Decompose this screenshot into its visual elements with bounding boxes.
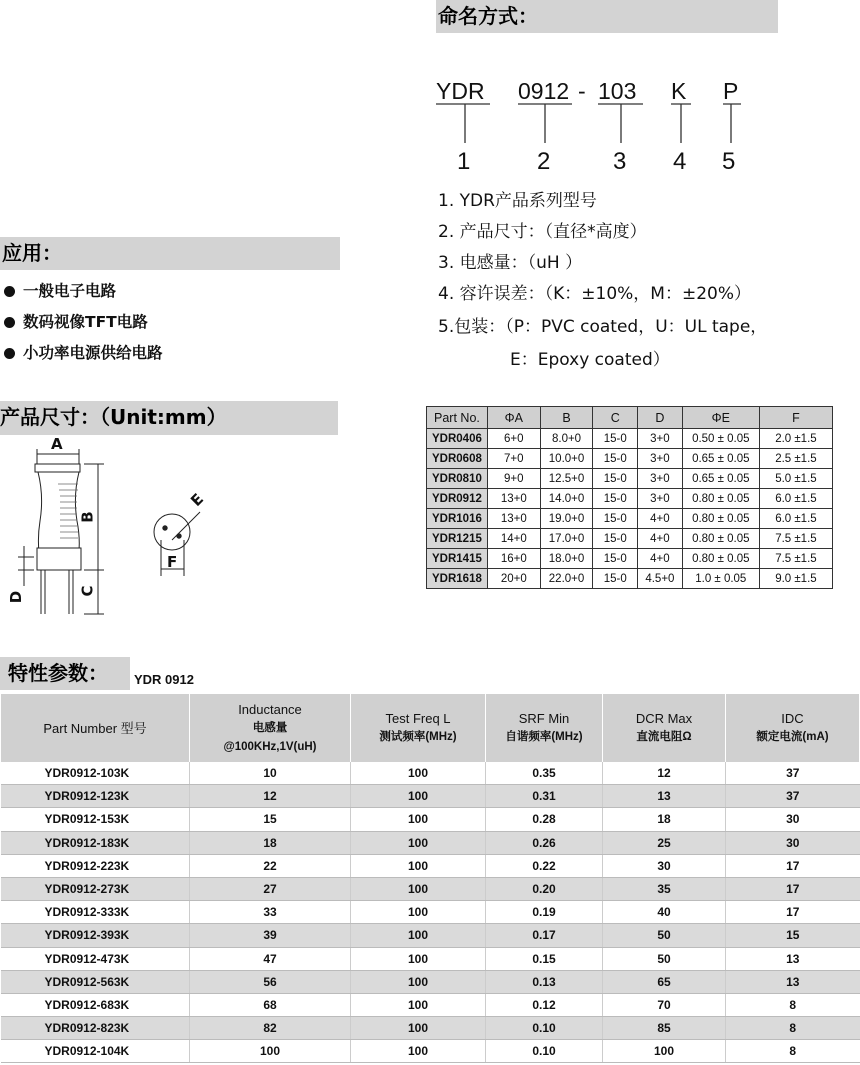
naming-title: 命名方式： [438,4,538,28]
spec-cell: 40 [603,901,726,924]
dimensions-title: 产品尺寸：（Unit:mm） [0,405,227,429]
table-row [427,569,833,589]
table-row [1,831,860,854]
dim-cell: 14.0+0 [540,489,593,509]
dimensions-section-header [0,401,338,435]
naming-connector-lines [0,0,860,150]
spec-cell: 0.20 [486,877,603,900]
dim-cell: 1.0 ± 0.05 [682,569,759,589]
bullet-icon [4,348,15,359]
spec-cell: 35 [603,877,726,900]
spec-cell: 0.22 [486,854,603,877]
spec-cell-part-number: YDR0912-563K [1,970,190,993]
dim-cell: 0.80 ± 0.05 [682,509,759,529]
spec-header-test-freq: Test Freq L 测试频率(MHz) [351,694,486,762]
spec-cell: 100 [351,970,486,993]
dim-cell: 4.5+0 [638,569,683,589]
spec-cell: 15 [190,808,351,831]
dim-cell: 3+0 [638,489,683,509]
dim-cell: 0.65 ± 0.05 [682,469,759,489]
spec-cell: 0.28 [486,808,603,831]
spec-header-part-number: Part Number 型号 [1,694,190,762]
spec-header-idc: IDC 额定电流(mA) [726,694,860,762]
dim-header-c: C [593,407,638,429]
dim-cell: 13+0 [487,509,540,529]
spec-cell: 100 [351,831,486,854]
spec-cell-part-number: YDR0912-473K [1,947,190,970]
bullet-icon [4,317,15,328]
table-row [427,429,833,449]
spec-cell: 100 [351,854,486,877]
spec-cell: 33 [190,901,351,924]
naming-desc-packing-cont: E：Epoxy coated） [510,350,670,370]
table-row [1,762,860,785]
spec-cell-part-number: YDR0912-683K [1,993,190,1016]
spec-cell: 100 [351,993,486,1016]
application-section-header [0,237,340,270]
dim-cell-part-no: YDR0912 [427,489,488,509]
spec-cell: 22 [190,854,351,877]
table-row [427,509,833,529]
table-row [1,785,860,808]
spec-cell: 17 [726,854,860,877]
dim-cell: 15-0 [593,429,638,449]
table-row [1,808,860,831]
dim-cell: 19.0+0 [540,509,593,529]
application-title: 应用： [2,241,62,265]
spec-cell-part-number: YDR0912-273K [1,877,190,900]
spec-cell-part-number: YDR0912-333K [1,901,190,924]
spec-cell: 65 [603,970,726,993]
spec-cell: 8 [726,1040,860,1063]
dim-label-d: D [7,590,26,604]
spec-cell-part-number: YDR0912-393K [1,924,190,947]
dim-cell: 15-0 [593,449,638,469]
spec-cell: 100 [603,1040,726,1063]
spec-cell-part-number: YDR0912-123K [1,785,190,808]
dim-cell: 0.80 ± 0.05 [682,529,759,549]
dim-cell-part-no: YDR0406 [427,429,488,449]
table-row [1,1040,860,1063]
spec-cell: 8 [726,1017,860,1040]
dim-cell: 8.0+0 [540,429,593,449]
spec-cell: 13 [726,947,860,970]
spec-cell: 30 [726,808,860,831]
spec-cell: 0.31 [486,785,603,808]
spec-cell: 15 [726,924,860,947]
dim-cell: 4+0 [638,509,683,529]
dim-cell-part-no: YDR1215 [427,529,488,549]
table-row [1,854,860,877]
dim-cell: 12.5+0 [540,469,593,489]
spec-cell: 8 [726,993,860,1016]
dim-cell: 7+0 [487,449,540,469]
application-item-power: 小功率电源供给电路 [4,341,163,363]
naming-desc-packing: 5.包装：（P：PVC coated，U：UL tape， [438,317,768,337]
spec-cell: 100 [351,901,486,924]
spec-cell-part-number: YDR0912-104K [1,1040,190,1063]
dimension-table [426,406,833,589]
dim-label-c: C [78,585,97,597]
dim-cell-part-no: YDR0608 [427,449,488,469]
spec-cell: 0.12 [486,993,603,1016]
dim-cell: 9.0 ±1.5 [759,569,832,589]
dim-cell: 2.5 ±1.5 [759,449,832,469]
spec-cell: 100 [190,1040,351,1063]
spec-cell: 50 [603,924,726,947]
spec-header-srf: SRF Min 自谐频率(MHz) [486,694,603,762]
naming-part-dash: - [578,78,586,104]
naming-desc-inductance: 3. 电感量：（uH ） [438,253,583,273]
spec-cell: 13 [726,970,860,993]
specs-table [0,694,860,1063]
spec-cell-part-number: YDR0912-223K [1,854,190,877]
spec-cell-part-number: YDR0912-823K [1,1017,190,1040]
naming-desc-size: 2. 产品尺寸：（直径*高度） [438,222,647,242]
dim-cell: 17.0+0 [540,529,593,549]
naming-part-tolerance: K [671,78,687,104]
specs-model: YDR 0912 [134,672,194,687]
dim-header-e: ΦE [682,407,759,429]
spec-cell: 12 [190,785,351,808]
table-row [1,924,860,947]
spec-cell: 39 [190,924,351,947]
spec-cell: 30 [726,831,860,854]
spec-cell-part-number: YDR0912-153K [1,808,190,831]
dim-cell: 0.50 ± 0.05 [682,429,759,449]
dim-cell: 15-0 [593,529,638,549]
bullet-icon [4,286,15,297]
spec-cell: 70 [603,993,726,1016]
dim-label-e: E [187,490,208,510]
naming-number-4: 4 [673,148,687,175]
table-row [427,489,833,509]
specs-title: 特性参数： [8,661,108,685]
spec-cell: 82 [190,1017,351,1040]
spec-cell-part-number: YDR0912-103K [1,762,190,785]
application-item-general: 一般电子电路 [4,279,116,301]
dim-cell: 3+0 [638,429,683,449]
dim-label-f: F [167,553,178,571]
table-row [1,901,860,924]
naming-part-series: YDR [436,78,485,104]
spec-cell: 100 [351,1017,486,1040]
table-row [1,970,860,993]
spec-cell: 100 [351,924,486,947]
dim-cell-part-no: YDR0810 [427,469,488,489]
spec-cell: 17 [726,901,860,924]
table-row [427,529,833,549]
spec-cell: 0.10 [486,1017,603,1040]
spec-cell: 0.17 [486,924,603,947]
spec-cell: 37 [726,762,860,785]
spec-cell: 30 [603,854,726,877]
naming-part-size: 0912 [518,78,570,104]
dim-cell: 14+0 [487,529,540,549]
naming-desc-series: 1. YDR产品系列型号 [438,191,597,211]
spec-cell: 47 [190,947,351,970]
naming-number-3: 3 [613,148,627,175]
spec-header-dcr: DCR Max 直流电阻Ω [603,694,726,762]
spec-cell: 0.19 [486,901,603,924]
spec-cell: 100 [351,877,486,900]
spec-cell: 25 [603,831,726,854]
dim-cell-part-no: YDR1415 [427,549,488,569]
table-row [1,877,860,900]
dim-cell: 15-0 [593,509,638,529]
spec-cell: 13 [603,785,726,808]
dim-cell: 7.5 ±1.5 [759,549,832,569]
table-row [1,993,860,1016]
spec-cell: 100 [351,1040,486,1063]
dim-cell: 16+0 [487,549,540,569]
spec-cell: 10 [190,762,351,785]
dim-cell: 6.0 ±1.5 [759,509,832,529]
spec-cell: 100 [351,947,486,970]
spec-cell: 0.15 [486,947,603,970]
dim-cell: 3+0 [638,449,683,469]
table-row [1,1017,860,1040]
dim-cell-part-no: YDR1618 [427,569,488,589]
dim-cell: 5.0 ±1.5 [759,469,832,489]
dim-header-f: F [759,407,832,429]
spec-cell: 0.10 [486,1040,603,1063]
specs-table-header [1,694,860,762]
spec-cell-part-number: YDR0912-183K [1,831,190,854]
spec-cell: 18 [603,808,726,831]
spec-cell: 56 [190,970,351,993]
dim-cell: 4+0 [638,549,683,569]
dim-cell: 0.80 ± 0.05 [682,489,759,509]
naming-part-inductance: 103 [598,78,637,104]
naming-part-packing: P [723,78,739,104]
dim-cell-part-no: YDR1016 [427,509,488,529]
dim-cell: 15-0 [593,469,638,489]
dim-header-partno: Part No. [427,407,488,429]
spec-cell: 85 [603,1017,726,1040]
spec-cell: 100 [351,808,486,831]
dim-cell: 7.5 ±1.5 [759,529,832,549]
dim-cell: 22.0+0 [540,569,593,589]
spec-cell: 17 [726,877,860,900]
specs-section-header [0,657,130,690]
dim-cell: 15-0 [593,569,638,589]
spec-cell: 68 [190,993,351,1016]
spec-cell: 18 [190,831,351,854]
dim-label-a: A [51,435,63,453]
dim-cell: 3+0 [638,469,683,489]
dim-cell: 15-0 [593,489,638,509]
table-row [1,947,860,970]
dim-label-b: B [78,511,97,523]
spec-cell: 27 [190,877,351,900]
spec-header-inductance: Inductance 电感量 @100KHz,1V(uH) [190,694,351,762]
dim-cell: 6+0 [487,429,540,449]
dim-cell: 18.0+0 [540,549,593,569]
naming-desc-tolerance: 4. 容许误差：（K：±10%，M：±20%） [438,284,751,304]
dim-cell: 20+0 [487,569,540,589]
spec-cell: 100 [351,762,486,785]
dim-cell: 4+0 [638,529,683,549]
dim-cell: 0.80 ± 0.05 [682,549,759,569]
application-item-tft: 数码视像TFT电路 [4,310,148,332]
dim-header-b: B [540,407,593,429]
dim-cell: 13+0 [487,489,540,509]
dimension-table-header [427,407,833,429]
dim-cell: 9+0 [487,469,540,489]
dim-header-a: ΦA [487,407,540,429]
dim-cell: 15-0 [593,549,638,569]
table-row [427,549,833,569]
spec-cell: 100 [351,785,486,808]
dim-cell: 10.0+0 [540,449,593,469]
naming-number-2: 2 [537,148,551,175]
dim-cell: 6.0 ±1.5 [759,489,832,509]
spec-cell: 12 [603,762,726,785]
dim-header-d: D [638,407,683,429]
spec-cell: 0.35 [486,762,603,785]
spec-cell: 0.26 [486,831,603,854]
table-row [427,449,833,469]
spec-cell: 50 [603,947,726,970]
dim-cell: 0.65 ± 0.05 [682,449,759,469]
naming-number-5: 5 [722,148,736,175]
table-row [427,469,833,489]
spec-cell: 0.13 [486,970,603,993]
naming-number-1: 1 [457,148,471,175]
component-dimension-drawing [0,436,230,616]
dim-cell: 2.0 ±1.5 [759,429,832,449]
spec-cell: 37 [726,785,860,808]
